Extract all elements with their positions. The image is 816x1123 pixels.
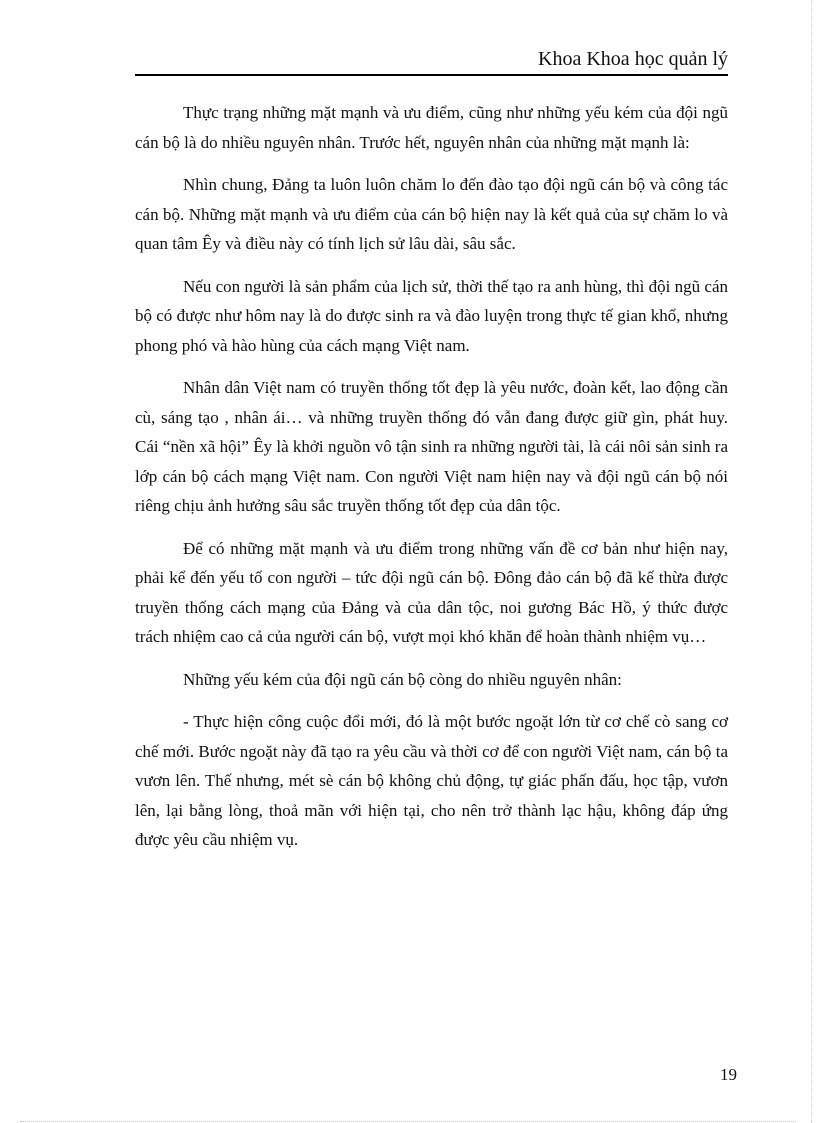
paragraph: Nhân dân Việt nam có truyền thống tốt đẹp là yêu nước, đoàn kết, lao động cần cù, sáng tạo , nhân ái… và những truyền thống đó vẫn đang được giữ gìn, phát huy. Cái “nền xã hội” Êy là khởi nguồn vô tận sinh ra những người tài, là cái nôi sản sinh ra lớp cán bộ cách mạng Việt nam. Con người Việt nam hiện nay và đội ngũ cán bộ nói riêng chịu ảnh hưởng sâu sắc truyền thống tốt đẹp của dân tộc.	[135, 378, 728, 515]
header-title: Khoa Khoa học quản lý	[538, 48, 728, 70]
paragraph: Những yếu kém của đội ngũ cán bộ còng do nhiều nguyên nhân:	[183, 669, 622, 689]
paragraph: - Thực hiện công cuộc đổi mới, đó là một bước ngoặt lớn từ cơ chế cò sang cơ chế mới. Bước ngoặt này đã tạo ra yêu cầu và thời cơ để con người Việt nam, cán bộ ta vươn lên. Thế nhưng, mét sè cán bộ không chủ động, tự giác phấn đấu, học tập, vươn lên, lại bằng lòng, thoả mãn với hiện tại, cho nên trở thành lạc hậu, không đáp ứng được yêu cầu nhiệm vụ.	[135, 712, 728, 849]
page-right-edge	[811, 0, 812, 1123]
paragraph: Thực trạng những mặt mạnh và ưu điểm, cũng như những yếu kém của đội ngũ cán bộ là do nhiều nguyên nhân. Trước hết, nguyên nhân của những mặt mạnh là:	[135, 103, 728, 152]
paragraph: Để có những mặt mạnh và ưu điểm trong những vấn đề cơ bản như hiện nay, phải kể đến yếu tố con người – tức đội ngũ cán bộ. Đông đảo cán bộ đã kế thừa được truyền thống cách mạng của Đảng và của dân tộc, noi gương Bác Hồ, ý thức được trách nhiệm cao cả của người cán bộ, vượt mọi khó khăn để hoàn thành nhiệm vụ…	[135, 538, 728, 646]
page-header	[135, 48, 728, 76]
page-number: 19	[720, 1065, 737, 1084]
document-body	[135, 98, 728, 868]
paragraph: Nếu con người là sản phẩm của lịch sử, thời thế tạo ra anh hùng, thì đội ngũ cán bộ có được như hôm nay là do được sinh ra và đào luyện trong thực tế gian khổ, nhưng phong phó và hào hùng của cách mạng Việt nam.	[135, 276, 728, 355]
paragraph: Nhìn chung, Đảng ta luôn luôn chăm lo đến đào tạo đội ngũ cán bộ và công tác cán bộ. Những mặt mạnh và ưu điểm của cán bộ hiện nay là kết quả của sự chăm lo và quan tâm Êy và điều này có tính lịch sử lâu dài, sâu sắc.	[135, 175, 728, 253]
page-bottom-edge	[20, 1121, 796, 1122]
